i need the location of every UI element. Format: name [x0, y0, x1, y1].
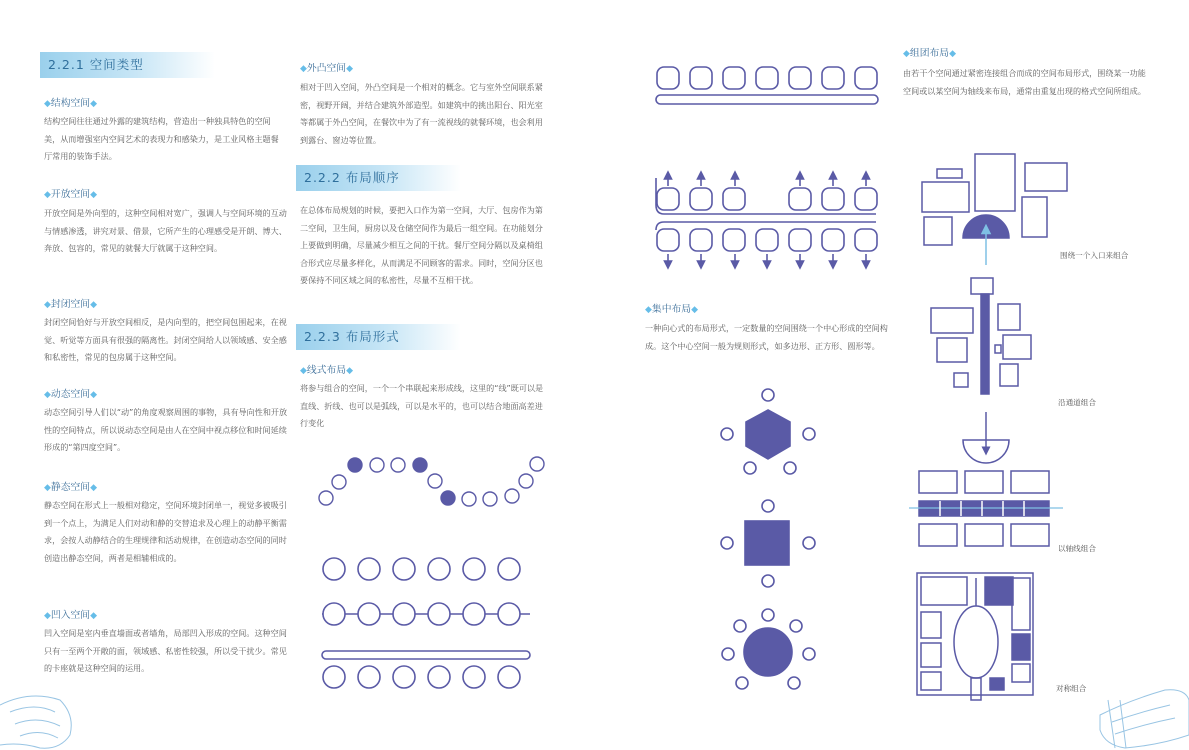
- paragraph-closed: 封闭空间恰好与开放空间相反，是内向型的，把空间包围起来，在视觉、听觉等方面具有很强的隔离性。封闭空间给人以领域感、安全感和私密性，常见的包房属于这种空间。: [44, 317, 287, 362]
- section-banner-221: 2.2.1 空间类型: [40, 52, 215, 78]
- diamond-icon: ◆: [949, 49, 957, 59]
- diamond-icon: ◆: [90, 611, 98, 621]
- caption-axis: 以轴线组合: [1058, 544, 1096, 553]
- paragraph-central: 一种向心式的布局形式，一定数量的空间围绕一个中心形成的空间构成。这个中心空间一般为规则形式，如多边形、正方形、圆形等。: [645, 323, 888, 351]
- diamond-icon: ◆: [346, 64, 354, 74]
- cluster-axis-diagram: [909, 412, 1063, 546]
- section-title-open: ◆开放空间◆: [44, 189, 98, 200]
- section-banner-222: 2.2.2 布局顺序: [296, 165, 461, 191]
- corridor-arrow-diagram: [656, 175, 877, 265]
- diamond-icon: ◆: [44, 390, 51, 400]
- paragraph-outer: 相对于凹入空间，外凸空间是一个相对的概念。它与室外空间联系紧密，视野开阔，并结合建筑外部造型。如建筑中的挑出阳台、阳光室等都属于外凸空间，在餐饮中为了有一流视线的就餐环境，也会利用到露台、窗边等位置。: [300, 82, 543, 145]
- section-title-central: ◆集中布局◆: [645, 304, 699, 315]
- decorative-sketch-right: [1100, 690, 1189, 748]
- section-title-cluster: ◆组团布局◆: [903, 48, 957, 59]
- cluster-symmetric-diagram: [917, 573, 1033, 700]
- paragraph-structure: 结构空间往往通过外露的建筑结构，营造出一种独具特色的空间美，从而增强室内空间艺术的表现力和感染力，是工业风格主题餐厅常用的装饰手法。: [44, 116, 279, 161]
- diamond-icon: ◆: [903, 49, 910, 59]
- section-title-outer: ◆外凸空间◆: [300, 63, 354, 74]
- diamond-icon: ◆: [44, 190, 51, 200]
- linear-wave-diagram: [319, 457, 544, 506]
- paragraph-cluster: 由若干个空间通过紧密连接组合而成的空间布局形式，围绕某一功能空间或以某空间为轴线来布局，通常由重复出现的格式空间所组成。: [903, 68, 1146, 96]
- paragraph-linear: 将参与组合的空间，一个一个串联起来形成线，这里的“线”既可以是直线、折线、也可以是弧线，可以是水平的，也可以结合地面高差进行变化: [300, 383, 544, 428]
- diamond-icon: ◆: [44, 483, 51, 493]
- paragraph-dynamic: 动态空间引导人们以“动”的角度观察周围的事物，具有导向性和开放性的空间特点，所以说动态空间是由人在空间中视点移位和时间延续形成的“第四度空间”。: [44, 407, 288, 452]
- diamond-icon: ◆: [300, 64, 307, 74]
- caption-symmetric: 对称组合: [1056, 684, 1087, 693]
- diamond-icon: ◆: [300, 366, 307, 376]
- caption-entrance: 围绕一个入口来组合: [1060, 251, 1129, 260]
- section-banner-223: 2.2.3 布局形式: [296, 324, 461, 350]
- central-square-diagram: [721, 500, 815, 587]
- diamond-icon: ◆: [90, 99, 98, 109]
- diamond-icon: ◆: [346, 366, 354, 376]
- paragraph-order: 在总体布局规划的时候，要把入口作为第一空间，大厅、包房作为第二空间，卫生间，厨房以及仓储空间作为最后一组空间。在功能划分上要做到明确，尽量减少相互之间的干扰。餐厅空间分隔以及桌椅组合形式应尽量多样化，从而满足不同顾客的需求。同时，空间分区也要保持不同区域之间的私密性，尽量不互相干扰。: [300, 205, 543, 285]
- diamond-icon: ◆: [90, 300, 98, 310]
- linear-rows-diagram: [322, 558, 530, 688]
- rounded-square-row-diagram: [656, 67, 878, 104]
- section-title-structure: ◆结构空间◆: [44, 98, 98, 109]
- diamond-icon: ◆: [90, 190, 98, 200]
- caption-corridor: 沿通道组合: [1058, 398, 1096, 407]
- cluster-entrance-diagram: [922, 154, 1067, 265]
- paragraph-recessed: 凹入空间是室内垂直墙面或者墙角，局部凹入形成的空间。这种空间只有一至两个开敞的面，领域感、私密性较强，所以受干扰少。常见的卡座就是这种空间的运用。: [44, 628, 287, 673]
- section-title-linear: ◆线式布局◆: [300, 365, 354, 376]
- diamond-icon: ◆: [44, 99, 51, 109]
- section-title-recessed: ◆凹入空间◆: [44, 610, 98, 621]
- central-hexagon-diagram: [721, 389, 815, 474]
- section-title-dynamic: ◆动态空间◆: [44, 389, 98, 400]
- diamond-icon: ◆: [90, 483, 98, 493]
- diamond-icon: ◆: [691, 305, 699, 315]
- paragraph-open: 开放空间是外向型的，这种空间相对宽广，强调人与空间环境的互动与情感渗透，讲究对景、借景，它所产生的心理感受是开朗、博大、奔放、包容的，常见的就餐大厅就属于这种空间。: [44, 208, 287, 253]
- diamond-icon: ◆: [44, 300, 51, 310]
- diamond-icon: ◆: [44, 611, 51, 621]
- section-title-closed: ◆封闭空间◆: [44, 299, 98, 310]
- paragraph-static: 静态空间在形式上一般相对稳定，空间环境封闭单一，视觉多被吸引到一个点上，为满足人们对动和静的交替追求及心理上的动静平衡需求，会按人动静结合的生理规律和活动规律，在创造动态空间的同时创造出静态空间，两者是相辅相成的。: [44, 500, 287, 563]
- cluster-corridor-diagram: [931, 278, 1031, 394]
- diamond-icon: ◆: [645, 305, 652, 315]
- decorative-sketch-left: [0, 696, 71, 748]
- diamond-icon: ◆: [90, 390, 98, 400]
- central-circle-diagram: [722, 609, 815, 689]
- section-title-static: ◆静态空间◆: [44, 482, 98, 493]
